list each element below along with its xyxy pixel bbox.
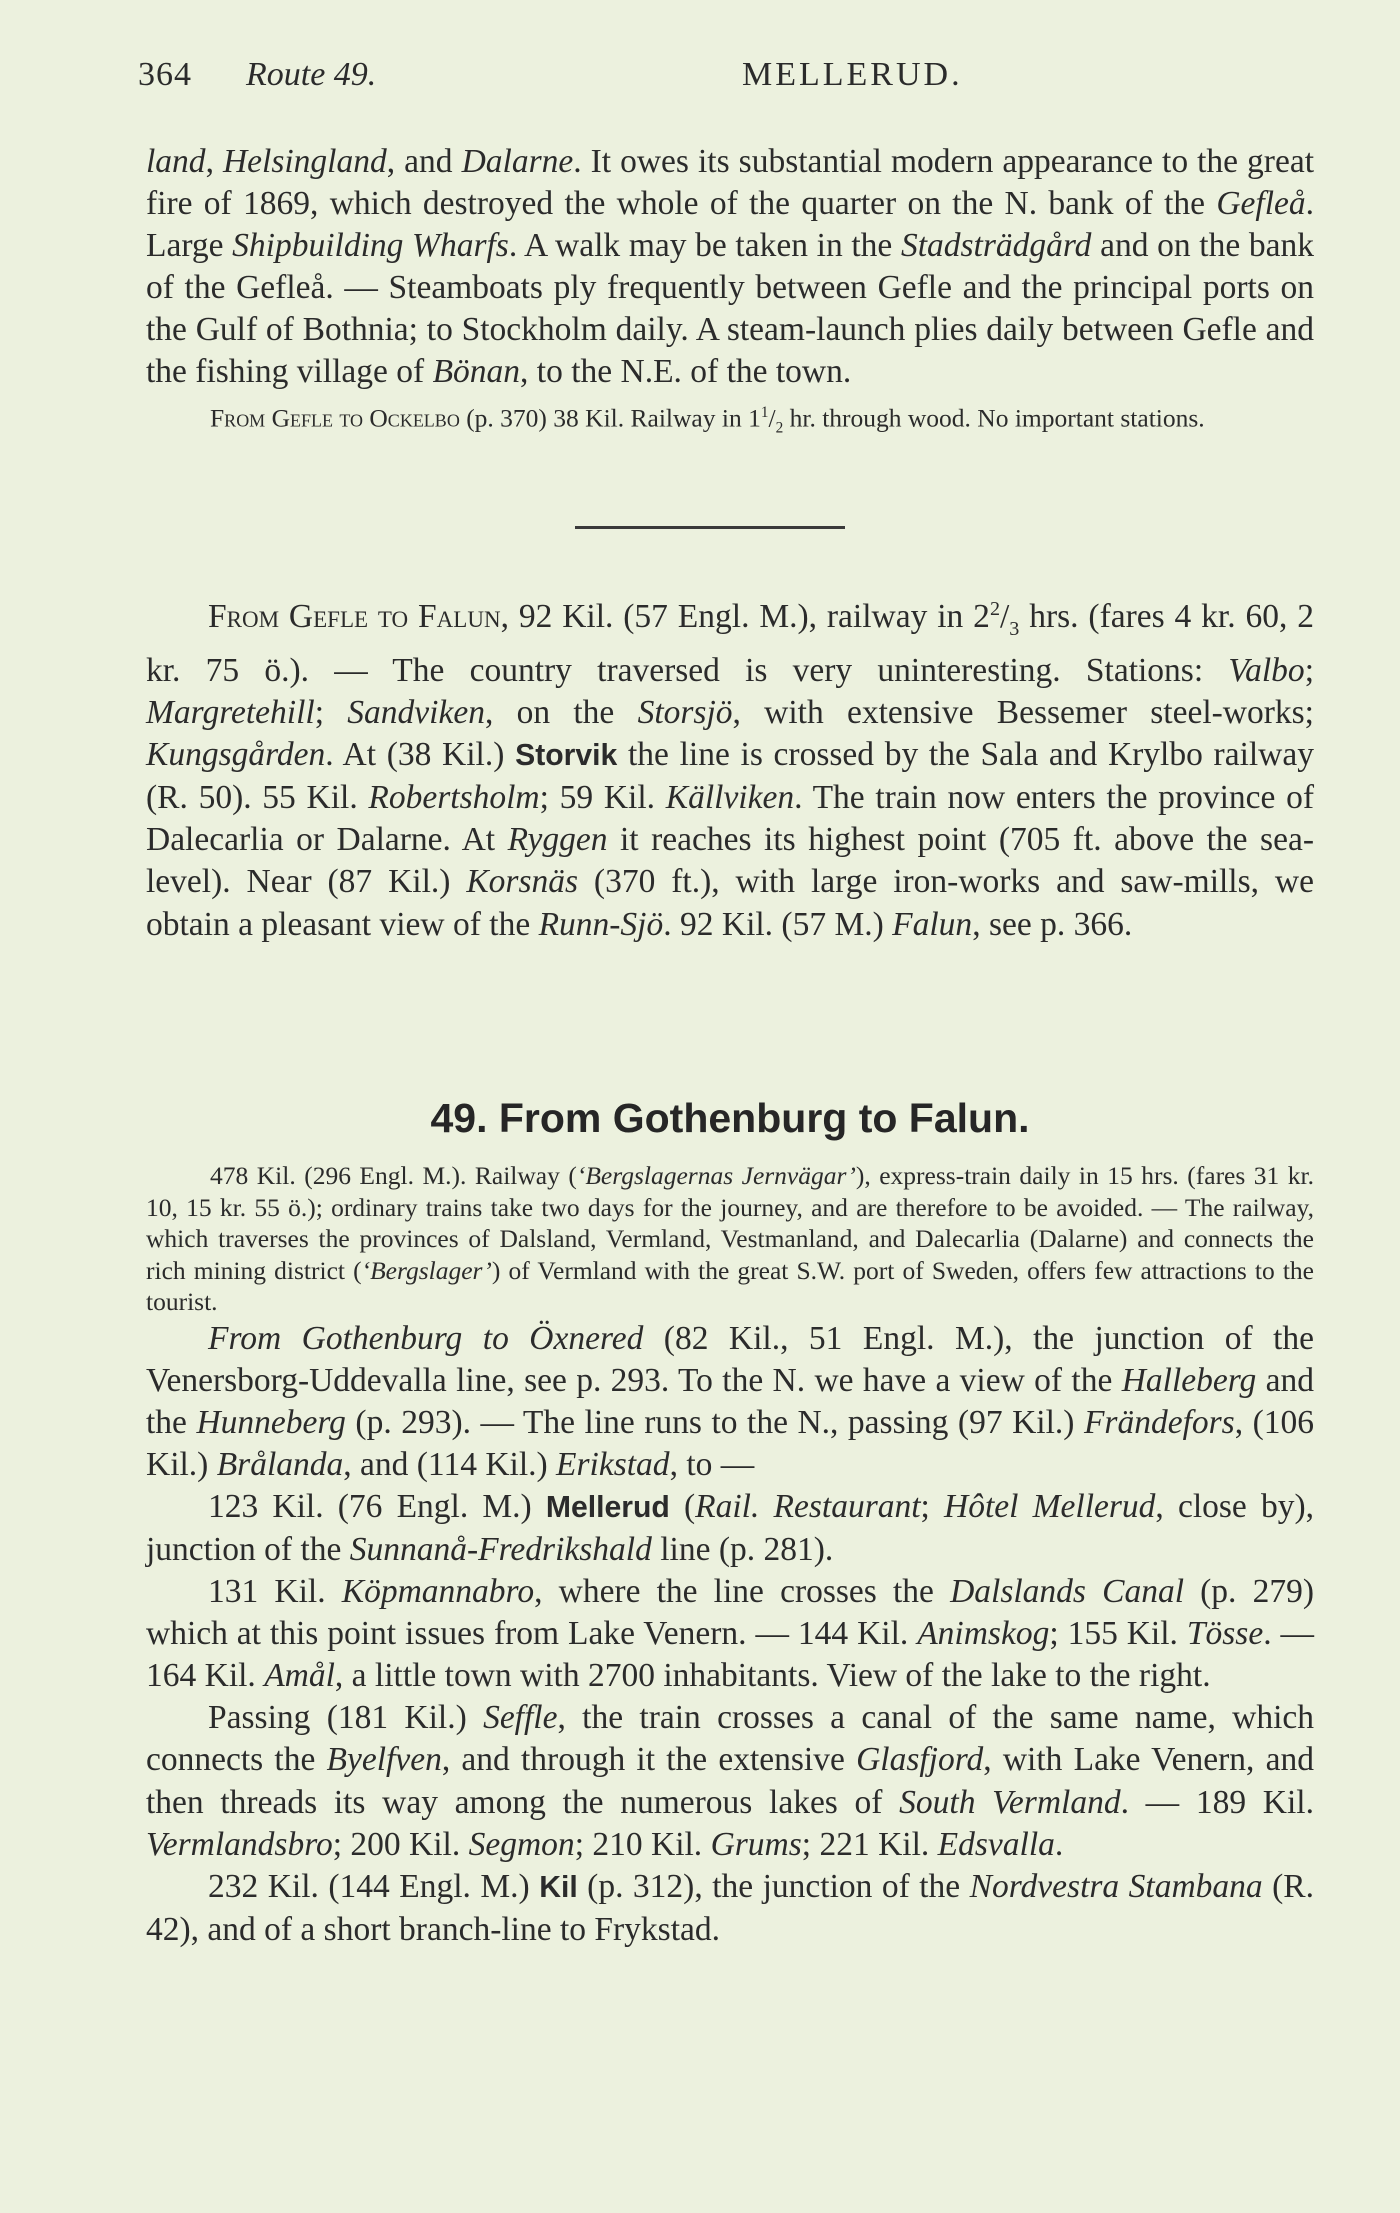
paragraph-mellerud: 123 Kil. (76 Engl. M.) Mellerud (Rail. Restaurant; Hôtel Mellerud, close by), junction of the Sunnanå-Fredrikshald line (p. 281).: [146, 1487, 1314, 1568]
paragraph-kopmannabro: 131 Kil. Köpmannabro, where the line crosses the Dalslands Canal (p. 279) which at this point issues from Lake Venern. — 144 Kil. Animskog; 155 Kil. Tösse. — 164 Kil. Amål, a little town with 2700 inhabitants. View of the lake to the right.: [146, 1573, 1314, 1695]
falun-paragraph: From Gefle to Falun, 92 Kil. (57 Engl. M.), railway in $2^2/_3$ hrs. (fares 4 kr. 60, 2 kr. 75 ö.). — The country traversed is very uninteresting. Stations: Valbo; Margretehill; Sandviken, on the Storsjö, with extensive Bessemer steel-works; Kungsgården. At (38 Kil.) Storvik the line is crossed by the Sala and Krylbo railway (R. 50). 55 Kil. Robertsholm; 59 Kil. Källviken. The train now enters the province of Dalecarlia or Dalarne. At Ryggen it reaches its highest point (705 ft. above the sea-level). Near (87 Kil.) Korsnäs (370 ft.), with large iron-works and saw-mills, we obtain a pleasant view of the Runn-Sjö. 92 Kil. (57 M.) Falun, see p. 366.: [146, 598, 1314, 943]
paragraph-kil: 232 Kil. (144 Engl. M.) Kil (p. 312), the junction of the Nordvestra Stambana (R. 42), and of a short branch-line to Frykstad.: [146, 1867, 1314, 1948]
route-49-section: [146, 1160, 1314, 1951]
route-label: Route 49.: [246, 56, 377, 93]
route-note: 478 Kil. (296 Engl. M.). Railway (‘Bergslagernas Jernvägar’), express-train daily in 15 hrs. (fares 31 kr. 10, 15 kr. 55 ö.); ordinary trains take two days for the journey, and are therefore to be avoided. — The railway, which traverses the provinces of Dalsland, Vermland, Vestmanland, and Dalecarlia (Dalarne) and connects the rich mining district (‘Bergslager’) of Vermland with the great S.W. port of Sweden, offers few attractions to the tourist.: [146, 1161, 1315, 1316]
falun-section: [146, 588, 1314, 946]
paragraph-oxnered: From Gothenburg to Öxnered (82 Kil., 51 Engl. M.), the junction of the Venersborg-Uddevalla line, see p. 293. To the N. we have a view of the Halleberg and the Hunneberg (p. 293). — The line runs to the N., passing (97 Kil.) Frändefors, (106 Kil.) Brålanda, and (114 Kil.) Erikstad, to —: [146, 1319, 1314, 1483]
gefle-paragraph: land, Helsingland, and Dalarne. It owes its substantial modern appearance to the great fire of 1869, which destroyed the whole of the quarter on the N. bank of the Gefleå. Large Shipbuilding Wharfs. A walk may be taken in the Stadsträdgård and on the bank of the Gefleå. — Steamboats ply frequently between Gefle and the principal ports on the Gulf of Bothnia; to Stockholm daily. A steam-launch plies daily between Gefle and the fishing village of Bönan, to the N.E. of the town.: [146, 143, 1315, 391]
route-heading: 49. From Gothenburg to Falun.: [430, 1095, 1030, 1141]
section-divider: [575, 526, 845, 529]
gefle-section: [146, 141, 1314, 444]
running-title: MELLERUD.: [742, 56, 963, 93]
page-number: 364: [138, 56, 192, 93]
paragraph-seffle: Passing (181 Kil.) Seffle, the train crosses a canal of the same name, which connects the Byelfven, and through it the extensive Glasfjord, with Lake Venern, and then threads its way among the numerous lakes of South Vermland. — 189 Kil. Vermlandsbro; 200 Kil. Segmon; 210 Kil. Grums; 221 Kil. Edsvalla.: [146, 1699, 1315, 1863]
page-header: [138, 56, 1314, 106]
ockelbo-note: From Gefle to Ockelbo (p. 370) 38 Kil. Railway in $1^1/_2$ hr. through wood. No important stations.: [210, 403, 1205, 437]
